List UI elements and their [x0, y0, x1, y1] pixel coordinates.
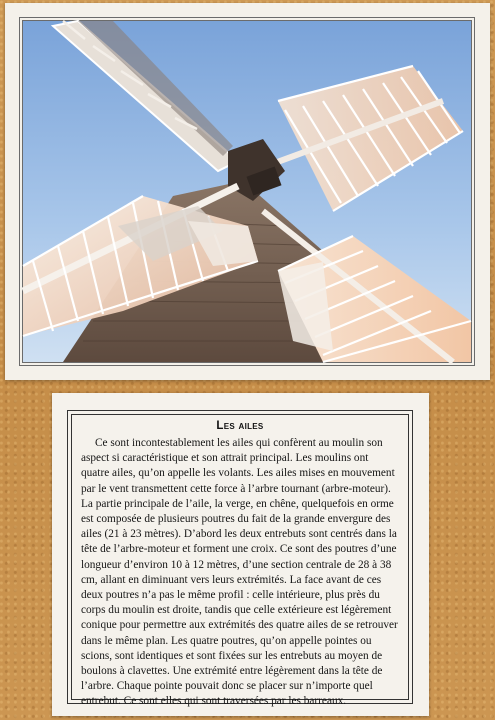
info-panel-frame — [67, 410, 413, 708]
info-panel — [52, 393, 429, 716]
panel-title: Les ailes — [216, 420, 264, 432]
panel-body-text: Ce sont incontestablement les ailes qui confèrent au moulin son aspect si caractéristique et son attrait principal. Les moulins ont quatre ailes, qu’on appelle les volants. Les ailes mises en mouvement par le vent transmettent cette force à l’arbre tournant (arbre-moteur). La partie principale de l’aile, la verge, en chêne, quelquefois en orme est composée de plusieurs poutres du fait de la grande envergure des ailes (21 à 23 mètres). D’abord les deux entrebuts sont centrés dans la tête de l’arbre-moteur et forment une croix. Ce sont des poutres d’une longueur d’environ 10 à 12 mètres, d’une section centrale de 28 à 38 cm, allant en diminuant vers leurs extrémités. La face avant de ces deux poutres n’a pas le même profil : celle intérieure, plus près du corps du moulin est droite, tandis que celle extérieure est légèrement conique pour permettre aux extrémités des quatre ailes de se retrouver dans le même plan. Les quatre poutres, qu’on appelle pointes ou scions, sont identiques et sont fixées sur les entrebuts au moyen de boulons à clavettes. Une extrémité entre légèrement dans la tête de l’arbre. Chaque pointe pouvait donc se placer sur n’importe quel entrebut. Ce sont elles qui sont traversées par les barreaux. — [81, 437, 398, 708]
photo-frame — [19, 17, 475, 366]
windmill-photo — [22, 20, 472, 363]
info-panel-inner — [71, 414, 409, 708]
windmill-illustration — [23, 21, 471, 362]
photo-card — [5, 3, 490, 380]
